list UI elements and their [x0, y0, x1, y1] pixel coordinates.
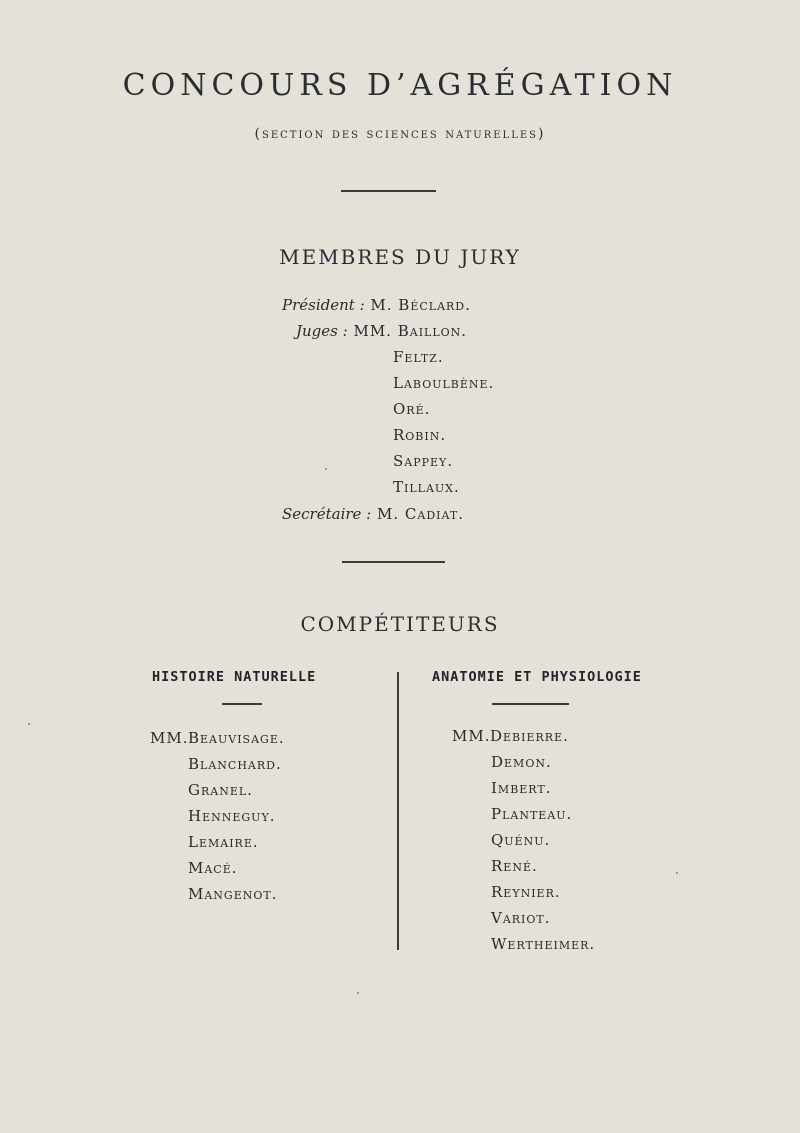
jury-member: Robin.: [393, 426, 447, 444]
histoire-competitor: Blanchard.: [188, 755, 282, 773]
histoire-naturelle-heading: HISTOIRE NATURELLE: [152, 669, 317, 685]
anatomie-competitor: Demon.: [491, 753, 552, 771]
jury-heading: MEMBRES DU JURY: [279, 245, 521, 269]
paper-speck: [325, 468, 327, 470]
jury-member: Feltz.: [393, 348, 444, 366]
juges-role: Juges :: [296, 322, 348, 340]
anatomie-competitor: René.: [491, 857, 538, 875]
divider-rule-middle: [342, 561, 445, 563]
secretaire-role: Secrétaire :: [282, 505, 372, 523]
paper-speck: [676, 872, 678, 874]
competiteurs-heading: COMPÉTITEURS: [300, 612, 500, 636]
anatomie-competitor: Quénu.: [491, 831, 551, 849]
anatomie-rule: [492, 703, 569, 705]
anatomie-competitor: Variot.: [491, 909, 551, 927]
paper-speck: [28, 723, 30, 725]
histoire-competitor: Henneguy.: [188, 807, 276, 825]
divider-rule-top: [341, 190, 436, 192]
jury-member: Oré.: [393, 400, 431, 418]
jury-secretaire: [282, 505, 464, 523]
secretaire-name: M. Cadiat.: [377, 505, 464, 523]
jury-member: Sappey.: [393, 452, 454, 470]
histoire-prefix: MM.: [150, 729, 189, 747]
histoire-competitor: Mangenot.: [188, 885, 278, 903]
anatomie-physiologie-heading: ANATOMIE ET PHYSIOLOGIE: [432, 669, 642, 685]
anatomie-prefix: MM.: [452, 727, 491, 745]
histoire-competitor: Macé.: [188, 859, 238, 877]
histoire-competitor: Granel.: [188, 781, 253, 799]
anatomie-competitor: Debierre.: [490, 727, 569, 745]
president-name: M. Béclard.: [370, 296, 471, 314]
anatomie-competitor: Reynier.: [491, 883, 561, 901]
anatomie-competitor: Wertheimer.: [491, 935, 596, 953]
president-role: Président :: [282, 296, 365, 314]
juges-first-name: MM. Baillon.: [353, 322, 468, 340]
histoire-competitor: Beauvisage.: [188, 729, 285, 747]
jury-member: Tillaux.: [393, 478, 460, 496]
anatomie-competitor: Imbert.: [491, 779, 552, 797]
jury-juges: [296, 322, 467, 340]
jury-president: [282, 296, 471, 314]
paper-speck: [357, 992, 359, 994]
column-divider: [397, 672, 399, 950]
page-subtitle: (section des sciences naturelles): [254, 126, 546, 142]
histoire-rule: [222, 703, 262, 705]
jury-member: Laboulbène.: [393, 374, 495, 392]
anatomie-competitor: Planteau.: [491, 805, 573, 823]
page-title: CONCOURS D’AGRÉGATION: [122, 68, 678, 103]
histoire-competitor: Lemaire.: [188, 833, 259, 851]
